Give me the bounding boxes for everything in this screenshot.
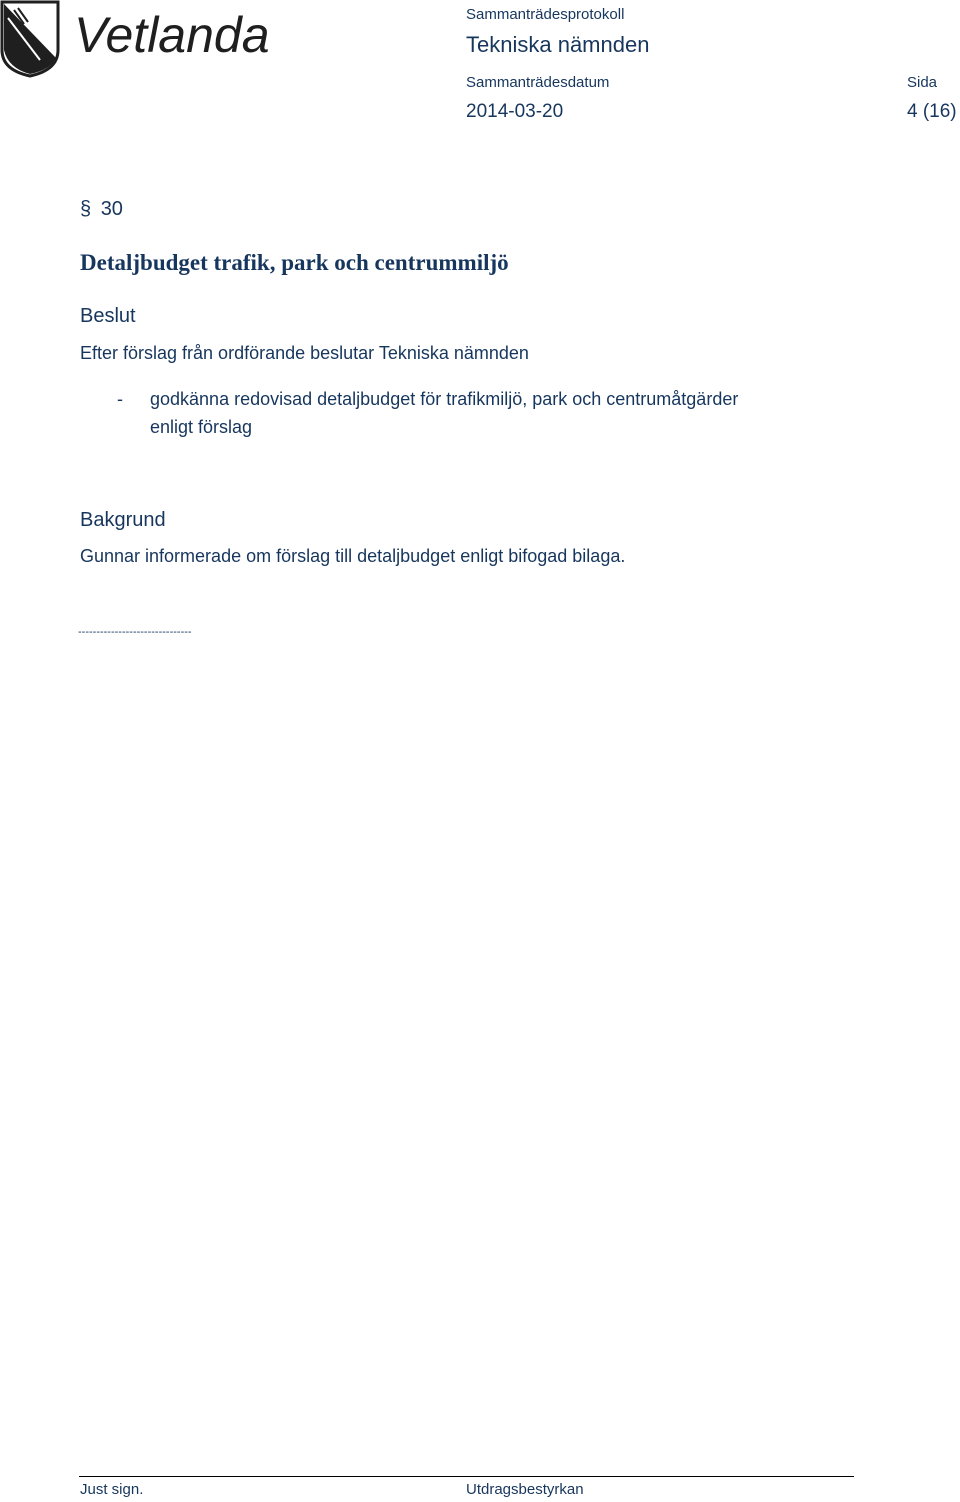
paragraph-symbol: §	[80, 198, 92, 220]
extract-certification-label: Utdragsbestyrkan	[466, 1481, 584, 1498]
section-separator: -------------------------------	[78, 626, 192, 638]
meeting-date: 2014-03-20	[466, 101, 564, 122]
decision-item-line-2: enligt förslag	[150, 417, 253, 437]
footer-divider	[79, 1476, 854, 1477]
just-sign-label: Just sign.	[80, 1481, 144, 1498]
decision-intro: Efter förslag från ordförande beslutar Tekniska nämnden	[80, 343, 529, 363]
page-number: 4 (16)	[907, 101, 957, 122]
section-number-value: 30	[100, 198, 123, 220]
background-heading: Bakgrund	[80, 509, 166, 531]
section-number	[80, 198, 123, 221]
list-bullet: -	[117, 389, 123, 409]
section-title: Detaljbudget trafik, park och centrummiljö	[80, 250, 509, 275]
date-label: Sammanträdesdatum	[466, 74, 610, 91]
coat-of-arms-icon	[0, 0, 300, 78]
protocol-label: Sammanträdesprotokoll	[466, 6, 625, 23]
decision-heading: Beslut	[80, 305, 136, 327]
page-label: Sida	[907, 74, 938, 91]
committee-name: Tekniska nämnden	[466, 32, 650, 57]
decision-item-line-1: godkänna redovisad detaljbudget för trafikmiljö, park och centrumåtgärder	[150, 389, 739, 409]
svg-text:Vetlanda: Vetlanda	[74, 7, 270, 63]
background-text: Gunnar informerade om förslag till detaljbudget enligt bifogad bilaga.	[80, 546, 626, 566]
municipality-logo	[0, 0, 300, 78]
